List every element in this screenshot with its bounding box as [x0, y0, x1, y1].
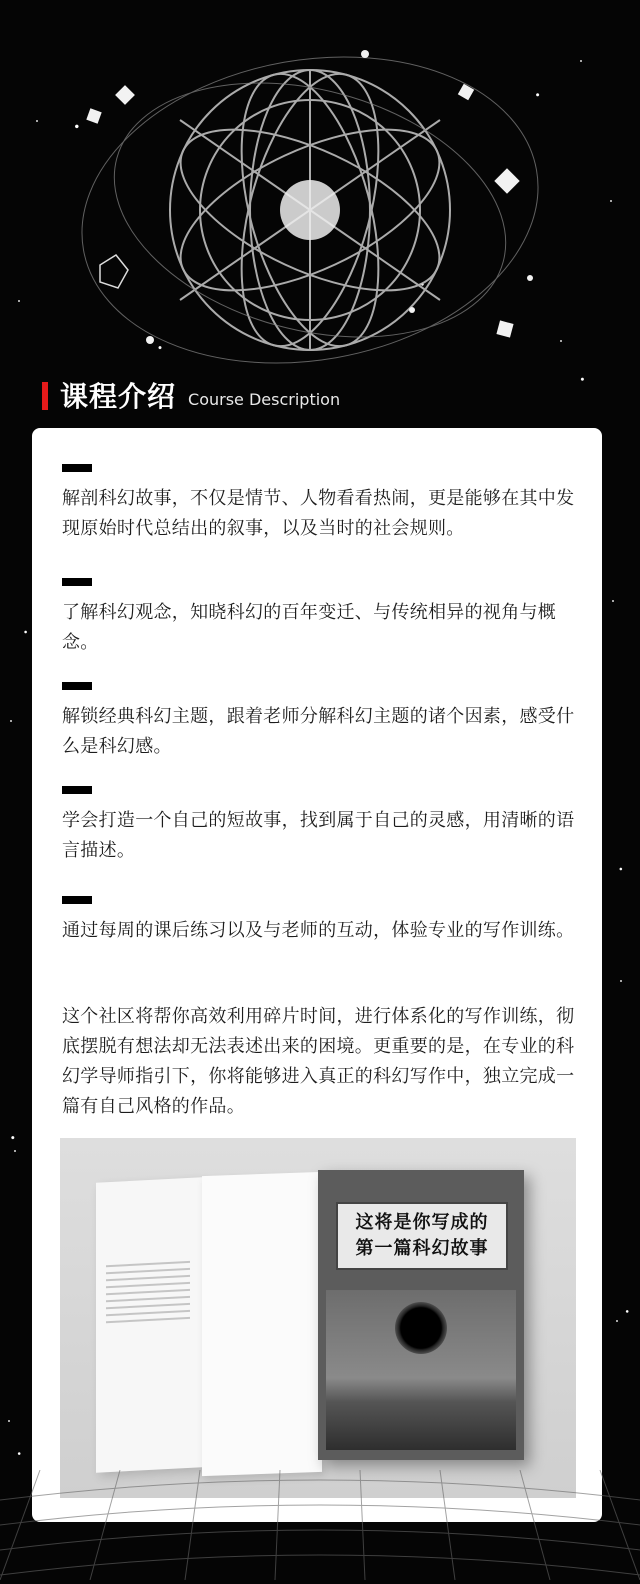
- open-page-left: [96, 1177, 202, 1473]
- wireframe-sphere-icon: [60, 20, 580, 380]
- book-title-line2: 第一篇科幻故事: [355, 1238, 489, 1259]
- item-text: 了解科幻观念，知晓科幻的百年变迁、与传统相异的视角与概念。: [62, 602, 557, 653]
- open-page-right: [202, 1172, 322, 1476]
- book-title-label: [336, 1202, 508, 1270]
- book-title-line1: 这将是你写成的: [355, 1212, 489, 1233]
- accent-bar: [42, 382, 48, 410]
- item-marker: [62, 682, 92, 690]
- item-marker: [62, 786, 92, 794]
- page-text-lines: [106, 1256, 190, 1328]
- grid-floor-decoration: [0, 1470, 640, 1580]
- summary-paragraph: 这个社区将帮你高效利用碎片时间，进行体系化的写作训练，彻底摆脱有想法却无法表述出来的困境。更重要的是，在专业的科幻学导师指引下，你将能够进入真正的科幻写作中，独立完成一篇有自己风格的作品。: [62, 1006, 575, 1117]
- item-marker: [62, 896, 92, 904]
- item-text: 通过每周的课后练习以及与老师的互动，体验专业的写作训练。: [62, 920, 575, 941]
- course-card: [32, 428, 602, 1522]
- section-title-cn: 课程介绍: [60, 380, 177, 413]
- book-mockup-image: [60, 1138, 576, 1498]
- course-item: [62, 464, 582, 544]
- item-marker: [62, 464, 92, 472]
- item-text: 解锁经典科幻主题，跟着老师分解科幻主题的诸个因素，感受什么是科幻感。: [62, 706, 575, 757]
- item-text: 解剖科幻故事，不仅是情节、人物看看热闹，更是能够在其中发现原始时代总结出的叙事，以及当时的社会规则。: [62, 488, 575, 539]
- section-header: [42, 378, 340, 414]
- black-sun-icon: [395, 1302, 447, 1354]
- book-cover-photo: [326, 1290, 516, 1450]
- item-text: 学会打造一个自己的短故事，找到属于自己的灵感，用清晰的语言描述。: [62, 810, 575, 861]
- course-item: [62, 786, 582, 866]
- course-item: [62, 578, 582, 658]
- book-cover: [318, 1170, 524, 1460]
- item-marker: [62, 578, 92, 586]
- course-item: [62, 896, 582, 946]
- section-title-en: Course Description: [188, 390, 341, 409]
- course-item: [62, 682, 582, 762]
